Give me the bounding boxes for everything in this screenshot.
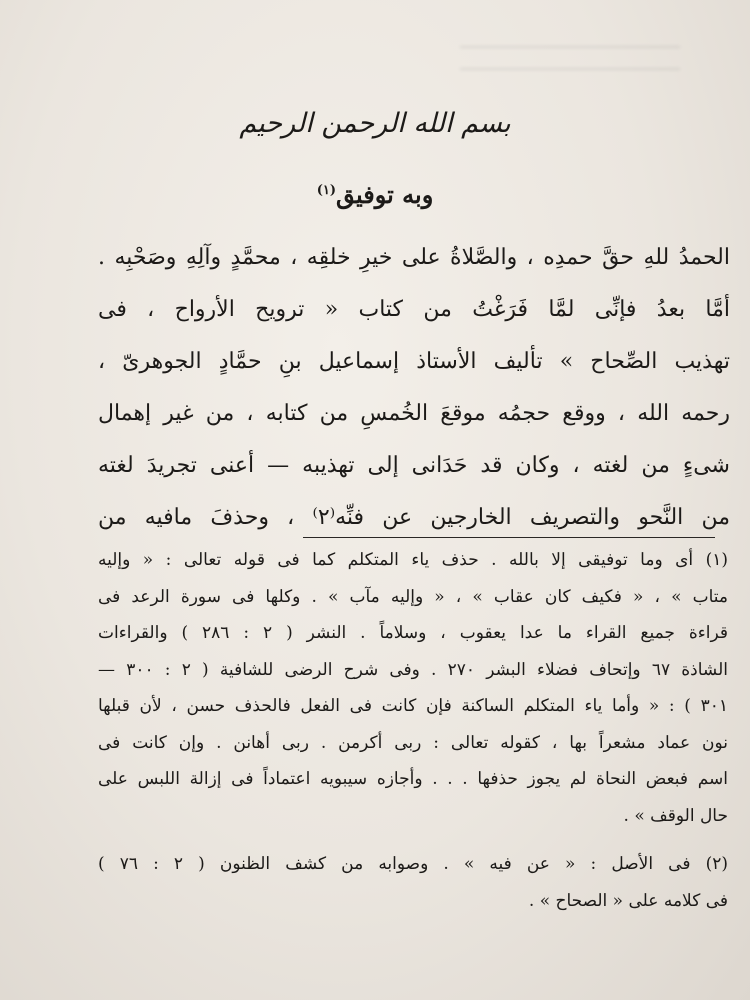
subtitle xyxy=(0,180,750,209)
footnote-line: (١) أى وما توفيقى إلا بالله . حذف ياء المتكلم كما فى قوله تعالى : « وإليه xyxy=(98,550,728,570)
footnote-1 xyxy=(98,542,728,834)
footnote-line: نون عماد مشعراً بها ، كقوله تعالى : ربى أكرمن . ربى أهانن . وإن كانت فى xyxy=(98,732,728,753)
footnote-ref-1: (١) xyxy=(316,183,336,198)
footnote-line: (٢) فى الأصل : « عن فيه » . وصوابه من كشف الظنون ( ٢ : ٧٦ ) xyxy=(98,854,728,874)
main-paragraph xyxy=(98,232,730,544)
footnote-line: متاب » ، « فكيف كان عقاب » ، « وإليه مآب » . وكلها فى سورة الرعد فى xyxy=(98,586,728,607)
footnote-line: قراءة جميع القراء ما عدا يعقوب ، وسلاماً . النشر ( ٢ : ٢٨٦ ) والقراءات xyxy=(98,623,728,643)
subtitle-text: وبه توفيق xyxy=(335,180,434,209)
body-line: تهذيب الصِّحاح » تأليف الأستاذ إسماعيل بنِ حمَّادٍ الجوهرىّ ، xyxy=(98,349,730,374)
body-line: من النَّحو والتصريف الخارجين عن فنِّه⁽٢⁾ ، وحذفَ مافيه من xyxy=(98,505,730,530)
show-through-text xyxy=(460,30,680,80)
footnote-line: فى كلامه على « الصحاح » . xyxy=(528,890,728,911)
body-line: الحمدُ للهِ حقَّ حمدِه ، والصَّلاةُ على خيرِ خلقِه ، محمَّدٍ وآلِهِ وصَحْبِه . xyxy=(98,245,730,270)
footnote-2 xyxy=(98,846,728,919)
basmala-heading: بسم الله الرحمن الرحيم xyxy=(239,108,511,139)
footnote-line: حال الوقف » . xyxy=(623,805,728,826)
footnote-line: ٣٠١ ) : « وأما ياء المتكلم الساكنة فإن كانت فى الفعل فالحذف حسن ، لأن قبلها xyxy=(98,696,728,716)
footnote-line: الشاذة ٦٧ وإتحاف فضلاء البشر ٢٧٠ . وفى شرح الرضى للشافية ( ٢ : ٣٠٠ — xyxy=(98,659,728,680)
body-line: رحمه الله ، ووقع حجمُه موقعَ الخُمسِ من كتابه ، من غير إهمال xyxy=(98,401,730,426)
body-line: شىءٍ من لغته ، وكان قد حَدَانى إلى تهذيبه — أعنى تجريدَ لغته xyxy=(98,453,730,478)
footnote-separator xyxy=(303,537,715,538)
body-line: أمَّا بعدُ فإنِّى لمَّا فَرَغْتُ من كتاب « ترويح الأرواح ، فى xyxy=(98,297,730,322)
footnote-line: اسم فبعض النحاة لم يجوز حذفها . . . وأجازه سيبويه اعتماداً فى إزالة اللبس على xyxy=(98,769,728,789)
